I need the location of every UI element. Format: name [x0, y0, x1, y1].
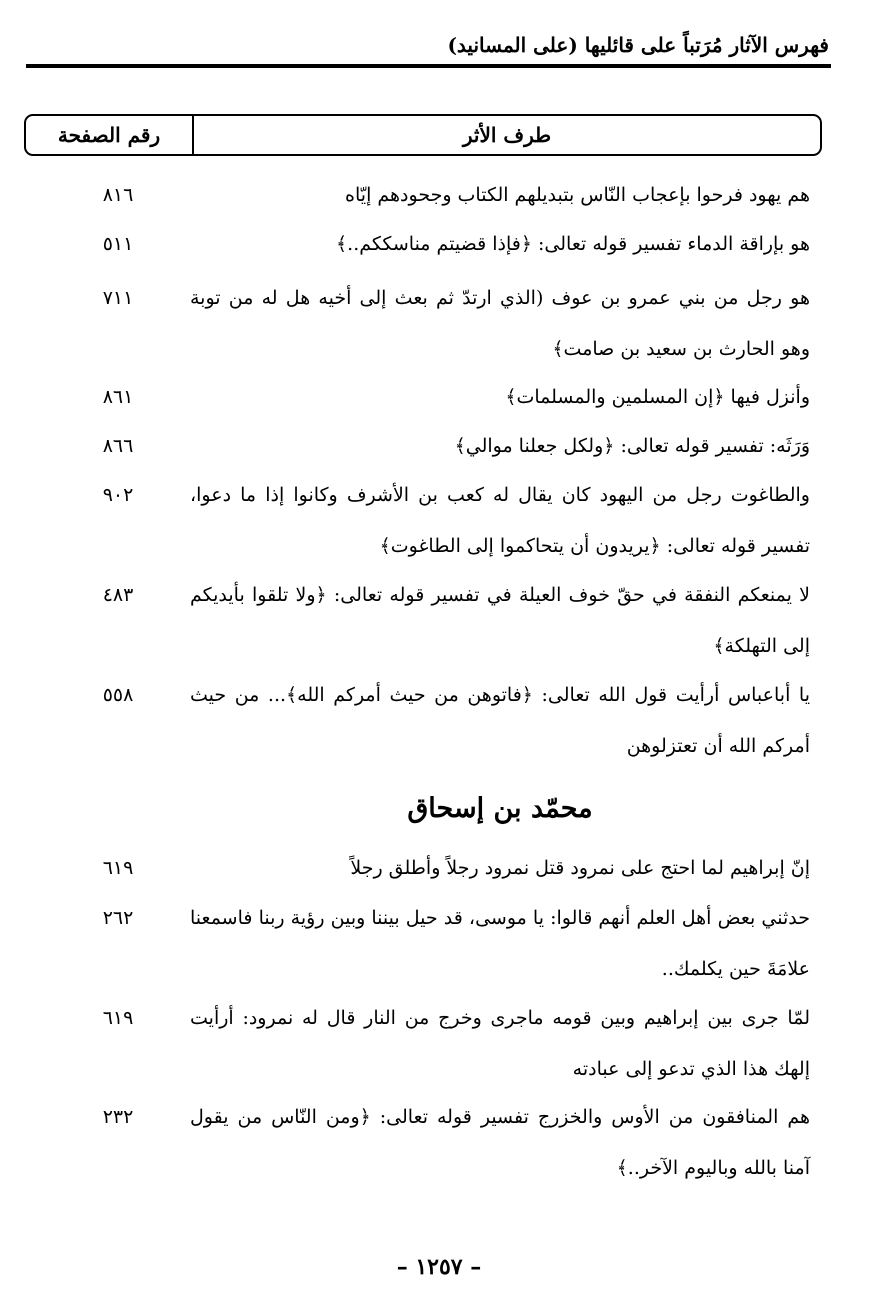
- entry-text: هو بإراقة الدماء تفسير قوله تعالى: ﴿فإذا قضيتم مناسككم..﴾: [336, 233, 810, 255]
- entry-text: يا أباعباس أرأيت قول الله تعالى: ﴿فاتوهن من حيث أمركم الله﴾... من حيث أمركم الله أن تعتزلوهن: [190, 684, 810, 757]
- column-header-text: طرف الأثر: [462, 123, 552, 147]
- entry-page-number: ٨٦٦: [102, 435, 134, 457]
- column-divider: [192, 116, 194, 154]
- entry-page-number: ٧١١: [102, 287, 134, 309]
- column-header-box: [24, 114, 822, 156]
- entry-text: لا يمنعكم النفقة في حقّ خوف العيلة في تفسير قوله تعالى: ﴿ولا تلقوا بأيديكم إلى التهلكة﴾: [190, 584, 810, 657]
- entry-text: هو رجل من بني عمرو بن عوف (الذي ارتدّ ثم بعث إلى أخيه هل له من توبة وهو الحارث بن سعيد بن صامت﴾: [190, 287, 810, 360]
- section-heading: محمّد بن إسحاق: [407, 793, 593, 824]
- entry-page-number: ٨٦١: [102, 386, 134, 408]
- entry-page-number: ٦١٩: [102, 1007, 134, 1029]
- entry-page-number: ٢٦٢: [102, 907, 134, 929]
- entry-page-number: ٩٠٢: [102, 484, 134, 506]
- header-rule: [26, 64, 831, 68]
- entry-page-number: ٥١١: [102, 233, 134, 255]
- entry-page-number: ٤٨٣: [102, 584, 134, 606]
- entry-page-number: ٥٥٨: [102, 684, 134, 706]
- entry-text: والطاغوت رجل من اليهود كان يقال له كعب بن الأشرف وكانوا إذا ما دعوا، تفسير قوله تعالى: ﴿يريدون أن يتحاكموا إلى الطاغوت﴾: [190, 484, 810, 557]
- entry-text: هم يهود فرحوا بإعجاب النّاس بتبديلهم الكتاب وجحودهم إيّاه: [345, 184, 810, 206]
- entry-page-number: ٢٣٢: [102, 1106, 134, 1128]
- entry-text: وَرَثَه: تفسير قوله تعالى: ﴿ولكل جعلنا موالي﴾: [454, 435, 810, 457]
- entry-text: إنّ إبراهيم لما احتج على نمرود قتل نمرود رجلاً وأطلق رجلاً: [350, 857, 810, 879]
- column-header-page: رقم الصفحة: [57, 123, 161, 147]
- entry-page-number: ٨١٦: [102, 184, 134, 206]
- running-header: فهرس الآثار مُرَتباً على قائليها (على المسانيد): [447, 33, 829, 57]
- entry-text: حدثني بعض أهل العلم أنهم قالوا: يا موسى، قد حيل بيننا وبين رؤية ربنا فاسمعنا علامَةَ حين يكلمك..: [190, 907, 810, 980]
- entry-text: لمّا جرى بين إبراهيم وبين قومه ماجرى وخرج من النار قال له نمرود: أرأيت إلهك هذا الذي تدعو إلى عبادته: [190, 1007, 810, 1080]
- page-number: – ١٢٥٧ –: [396, 1254, 482, 1280]
- entry-text: وأنزل فيها ﴿إن المسلمين والمسلمات﴾: [505, 386, 810, 408]
- entry-text: هم المنافقون من الأوس والخزرج تفسير قوله تعالى: ﴿ومن النّاس من يقول آمنا بالله وباليوم الآخر..﴾: [190, 1106, 810, 1179]
- entry-page-number: ٦١٩: [102, 857, 134, 879]
